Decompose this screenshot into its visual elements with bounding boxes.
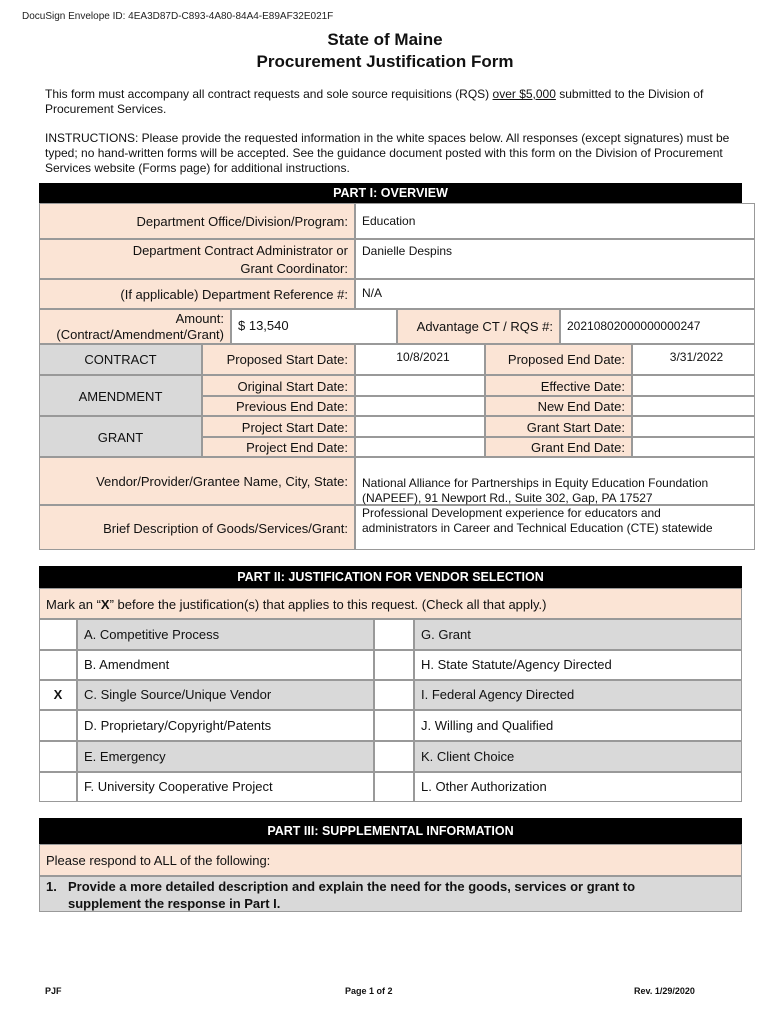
- new-end-label: New End Date:: [485, 396, 632, 416]
- amendment-label: AMENDMENT: [39, 375, 202, 416]
- left-mark-box[interactable]: X: [39, 680, 77, 710]
- form-title-state: State of Maine: [327, 30, 443, 49]
- right-option: G. Grant: [414, 619, 742, 650]
- right-mark-box[interactable]: [374, 772, 414, 802]
- project-start-label: Project Start Date:: [202, 416, 355, 437]
- grant-start-value[interactable]: [632, 416, 755, 437]
- left-mark-box[interactable]: [39, 710, 77, 741]
- grant-label: GRANT: [39, 416, 202, 457]
- project-end-value[interactable]: [355, 437, 485, 457]
- part1-header: PART I: OVERVIEW: [39, 183, 742, 203]
- left-option: A. Competitive Process: [77, 619, 374, 650]
- vendor-value[interactable]: National Alliance for Partnerships in Equity Education Foundation (NAPEEF), 91 Newport Rd., Suite 302, Gap, PA 17527: [355, 457, 755, 505]
- left-mark-box[interactable]: [39, 619, 77, 650]
- admin-label: Department Contract Administrator or Grant Coordinator:: [39, 239, 355, 279]
- right-option: H. State Statute/Agency Directed: [414, 650, 742, 680]
- envelope-id: DocuSign Envelope ID: 4EA3D87D-C893-4A80-84A4-E89AF32E021F: [22, 11, 334, 22]
- proposed-start-value[interactable]: 10/8/2021: [355, 344, 485, 375]
- advantage-label: Advantage CT / RQS #:: [397, 309, 560, 344]
- footer-form-code: PJF: [45, 986, 62, 996]
- effective-date-value[interactable]: [632, 375, 755, 396]
- right-option: K. Client Choice: [414, 741, 742, 772]
- intro-underlined: over $5,000: [492, 87, 556, 101]
- dept-label: Department Office/Division/Program:: [39, 203, 355, 239]
- right-mark-box[interactable]: [374, 741, 414, 772]
- contract-label: CONTRACT: [39, 344, 202, 375]
- ref-value[interactable]: N/A: [355, 279, 755, 309]
- right-mark-box[interactable]: [374, 680, 414, 710]
- right-option: J. Willing and Qualified: [414, 710, 742, 741]
- advantage-value[interactable]: 20210802000000000247: [560, 309, 755, 344]
- left-option: B. Amendment: [77, 650, 374, 680]
- proposed-start-label: Proposed Start Date:: [202, 344, 355, 375]
- original-start-value[interactable]: [355, 375, 485, 396]
- left-option: F. University Cooperative Project: [77, 772, 374, 802]
- left-option: C. Single Source/Unique Vendor: [77, 680, 374, 710]
- part2-header: PART II: JUSTIFICATION FOR VENDOR SELECTION: [39, 566, 742, 588]
- proposed-end-value[interactable]: 3/31/2022: [632, 344, 755, 375]
- previous-end-label: Previous End Date:: [202, 396, 355, 416]
- right-mark-box[interactable]: [374, 619, 414, 650]
- question-1-line1: Provide a more detailed description and explain the need for the goods, services or grant to: [68, 879, 636, 894]
- question-1-number: 1.: [46, 879, 57, 894]
- amount-value[interactable]: $ 13,540: [231, 309, 397, 344]
- proposed-end-label: Proposed End Date:: [485, 344, 632, 375]
- project-end-label: Project End Date:: [202, 437, 355, 457]
- form-title: Procurement Justification Form: [256, 52, 514, 71]
- desc-value[interactable]: Professional Development experience for educators and administrators in Career and Technical Education (CTE) statewide: [355, 505, 755, 550]
- left-option: E. Emergency: [77, 741, 374, 772]
- left-mark-box[interactable]: [39, 772, 77, 802]
- right-option: L. Other Authorization: [414, 772, 742, 802]
- left-option: D. Proprietary/Copyright/Patents: [77, 710, 374, 741]
- admin-value[interactable]: Danielle Despins: [355, 239, 755, 279]
- dept-value[interactable]: Education: [355, 203, 755, 239]
- amount-label: Amount: (Contract/Amendment/Grant): [39, 309, 231, 344]
- left-mark-box[interactable]: [39, 741, 77, 772]
- new-end-value[interactable]: [632, 396, 755, 416]
- grant-start-label: Grant Start Date:: [485, 416, 632, 437]
- original-start-label: Original Start Date:: [202, 375, 355, 396]
- part3-header: PART III: SUPPLEMENTAL INFORMATION: [39, 818, 742, 844]
- vendor-label: Vendor/Provider/Grantee Name, City, State:: [39, 457, 355, 505]
- footer-page-number: Page 1 of 2: [345, 986, 393, 996]
- footer-revision: Rev. 1/29/2020: [634, 986, 695, 996]
- question-1-line2: supplement the response in Part I.: [68, 896, 281, 911]
- effective-date-label: Effective Date:: [485, 375, 632, 396]
- right-option: I. Federal Agency Directed: [414, 680, 742, 710]
- project-start-value[interactable]: [355, 416, 485, 437]
- left-mark-box[interactable]: [39, 650, 77, 680]
- question-1: [39, 876, 742, 912]
- previous-end-value[interactable]: [355, 396, 485, 416]
- instructions-text: INSTRUCTIONS: Please provide the requested information in the white spaces below. All responses (except signatures) must be typed; no hand-written forms will be accepted. See the guidance document posted with this form on the Division of Procurement Services website (Forms page) for additional instructions.: [45, 131, 730, 175]
- right-mark-box[interactable]: [374, 710, 414, 741]
- grant-end-label: Grant End Date:: [485, 437, 632, 457]
- ref-label: (If applicable) Department Reference #:: [39, 279, 355, 309]
- part3-respond: Please respond to ALL of the following:: [39, 844, 742, 876]
- right-mark-box[interactable]: [374, 650, 414, 680]
- desc-label: Brief Description of Goods/Services/Grant:: [39, 505, 355, 550]
- grant-end-value[interactable]: [632, 437, 755, 457]
- intro-text: This form must accompany all contract requests and sole source requisitions (RQS) over $5,000 submitted to the Division of Procurement Services.: [45, 87, 704, 116]
- part2-instruction: Mark an “X” before the justification(s) that applies to this request. (Check all that apply.): [39, 588, 742, 619]
